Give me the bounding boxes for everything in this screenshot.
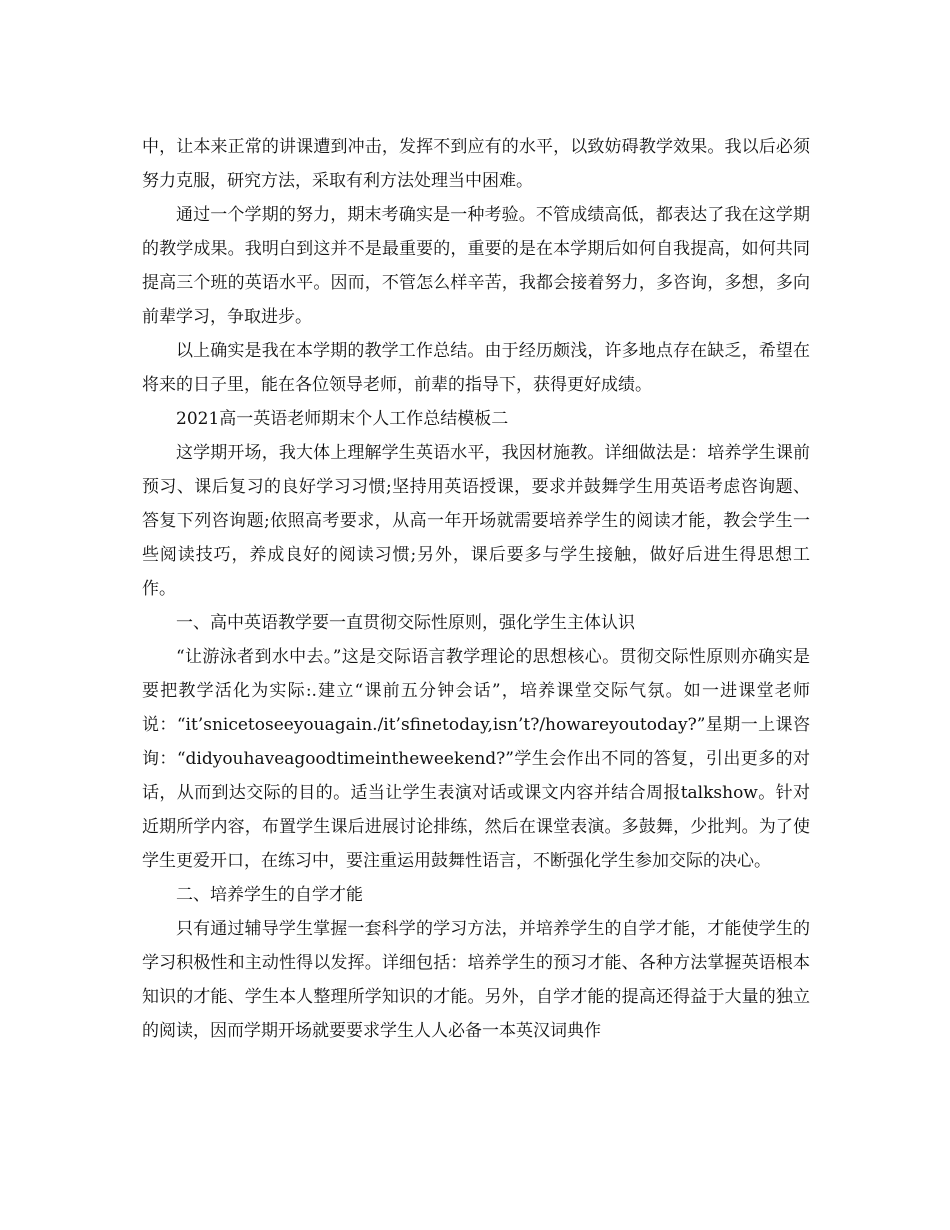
paragraph-teaching-method: 这学期开场，我大体上理解学生英语水平，我因材施教。详细做法是：培养学生课前预习、课后复习的良好学习习惯;坚持用英语授课，要求并鼓舞学生用英语考虑咨询题、答复下列咨询题;依照高考要求，从高一年开场就需要培养学生的阅读才能，教会学生一些阅读技巧，养成良好的阅读习惯;另外，课后要多与学生接触，做好后进生得思想工作。 <box>142 443 810 599</box>
heading-communicative-principle: 一、高中英语教学要一直贯彻交际性原则，强化学生主体认识 <box>176 613 635 633</box>
heading-self-study-ability: 二、培养学生的自学才能 <box>176 885 363 905</box>
paragraph-summary-conclusion: 以上确实是我在本学期的教学工作总结。由于经历颇浅，许多地点存在缺乏，希望在将来的日子里，能在各位领导老师，前辈的指导下，获得更好成绩。 <box>142 341 810 395</box>
paragraph-self-study-details: 只有通过辅导学生掌握一套科学的学习方法，并培养学生的自学才能，才能使学生的学习积极性和主动性得以发挥。详细包括：培养学生的预习才能、各种方法掌握英语根本知识的才能、学生本人整理所学知识的才能。另外，自学才能的提高还得益于大量的独立的阅读，因而学期开场就要要求学生人人必备一本英汉词典作 <box>142 919 810 1041</box>
paragraph-communicative-teaching: “让游泳者到水中去。”这是交际语言教学理论的思想核心。贯彻交际性原则亦确实是要把教学活化为实际:.建立“课前五分钟会话”，培养课堂交际气氛。如一进课堂老师说：“it’snicetoseeyouagain./it’sfinetoday,isn’t?/howareyoutoday?”星期一上课咨询：“didyouhaveagoodtimeintheweekend?”学生会作出不同的答复，引出更多的对话，从而到达交际的目的。适当让学生表演对话或课文内容并结合周报talkshow。针对近期所学内容，布置学生课后进展讨论排练，然后在课堂表演。多鼓舞，少批判。为了使学生更爱开口，在练习中，要注重运用鼓舞性语言，不断强化学生参加交际的决心。 <box>142 647 810 871</box>
document-body <box>142 130 810 1048</box>
paragraph-exam-reflection: 通过一个学期的努力，期末考确实是一种考验。不管成绩高低，都表达了我在这学期的教学成果。我明白到这并不是最重要的，重要的是在本学期后如何自我提高，如何共同提高三个班的英语水平。因而，不管怎么样辛苦，我都会接着努力，多咨询，多想，多向前辈学习，争取进步。 <box>142 205 810 327</box>
paragraph-continuation: 中，让本来正常的讲课遭到冲击，发挥不到应有的水平，以致妨碍教学效果。我以后必须努力克服，研究方法，采取有利方法处理当中困难。 <box>142 137 810 191</box>
section-title-template-two: 2021高一英语老师期末个人工作总结模板二 <box>176 409 509 429</box>
